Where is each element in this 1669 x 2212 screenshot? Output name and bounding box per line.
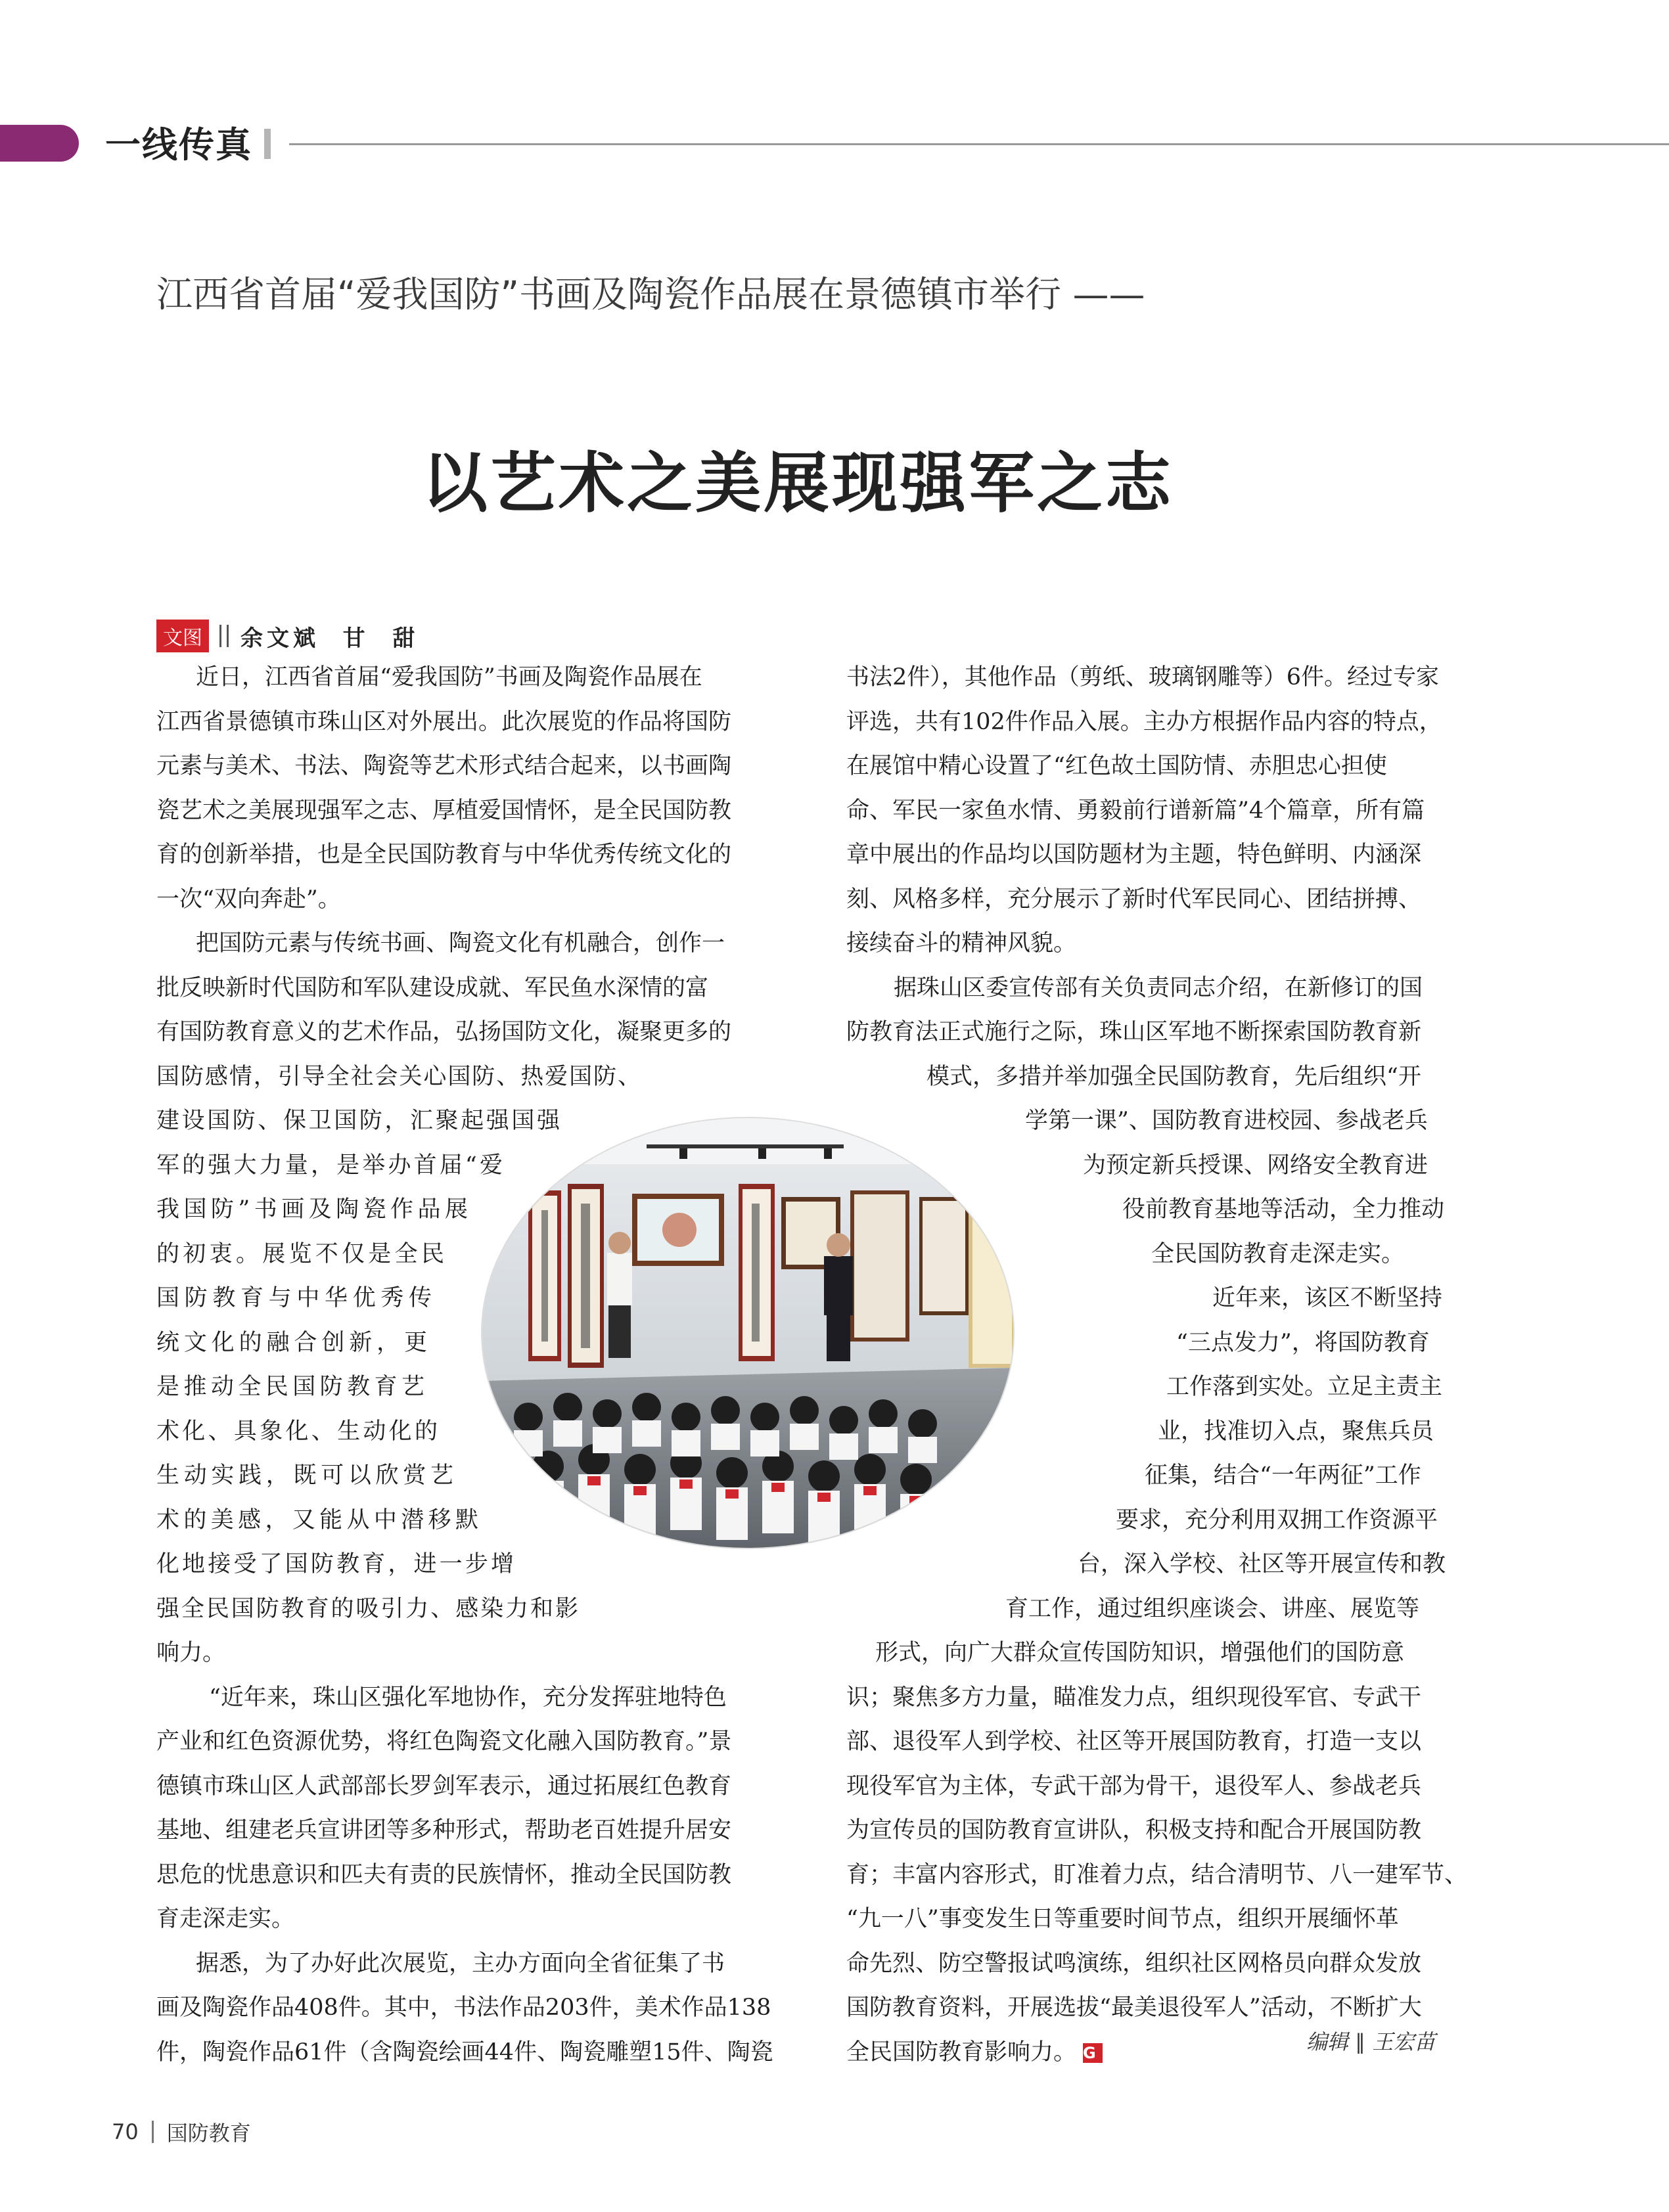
body-text-line: 命、军民一家鱼水情、勇毅前行谱新篇”4个篇章，所有篇 [846, 797, 1425, 824]
body-text-line: 批反映新时代国防和军队建设成就、军民鱼水深情的富 [156, 974, 709, 1001]
body-text-line: 据悉，为了办好此次展览，主办方面向全省征集了书 [196, 1950, 725, 1977]
body-text-line: 全民国防教育走深走实。 [1151, 1240, 1405, 1267]
body-text-line: 响力。 [156, 1640, 226, 1666]
body-text-line: 学第一课”、国防教育进校园、参战老兵 [1025, 1108, 1428, 1134]
body-text-line: 模式，多措并举加强全民国防教育，先后组织“开 [926, 1063, 1421, 1090]
section-tab-marker [0, 125, 79, 162]
body-text-line: 化地接受了国防教育，进一步增 [156, 1551, 514, 1577]
header-rule [289, 143, 1669, 145]
editor-credit: 编辑 ∥ 王宏苗 [1306, 2029, 1436, 2054]
body-text-line: 一次“双向奔赴”。 [156, 886, 341, 913]
article-title: 以艺术之美展现强军之志 [422, 445, 1174, 522]
section-divider-bar [264, 129, 271, 159]
body-text-line: 思危的忧患意识和匹夫有责的民族情怀，推动全民国防教 [156, 1861, 732, 1888]
body-text-line: 元素与美术、书法、陶瓷等艺术形式结合起来，以书画陶 [156, 753, 732, 779]
body-text-line: 为宣传员的国防教育宣讲队，积极支持和配合开展国防教 [846, 1817, 1422, 1843]
body-text-line: 建设国防、保卫国防，汇聚起强国强 [156, 1108, 560, 1134]
footer-divider [152, 2121, 154, 2143]
body-text-line: 有国防教育意义的艺术作品，弘扬国防文化，凝聚更多的 [156, 1019, 732, 1045]
body-text-line: 国防教育与中华优秀传 [156, 1285, 432, 1311]
body-text-line: 件，陶瓷作品61件（含陶瓷绘画44件、陶瓷雕塑15件、陶瓷 [156, 2039, 773, 2065]
body-text-line: 书法2件），其他作品（剪纸、玻璃钢雕等）6件。经过专家 [846, 664, 1440, 690]
body-text-line: 识；聚焦多方力量，瞄准发力点，组织现役军官、专武干 [846, 1684, 1422, 1711]
body-text-line: 术化、具象化、生动化的 [156, 1418, 438, 1445]
body-text-line: 部、退役军人到学校、社区等开展国防教育，打造一支以 [846, 1728, 1422, 1755]
body-text-line: 是推动全民国防教育艺 [156, 1374, 424, 1400]
body-text-line: 近日，江西省首届“爱我国防”书画及陶瓷作品展在 [196, 664, 702, 690]
body-text-line: 评选，共有102件作品入展。主办方根据作品内容的特点， [846, 708, 1442, 735]
body-text-line: 育走深走实。 [156, 1906, 295, 1932]
body-text-line: 形式，向广大群众宣传国防知识，增强他们的国防意 [875, 1640, 1405, 1666]
body-text-line: 接续奋斗的精神风貌。 [846, 930, 1077, 957]
body-text-line: 工作落到实处。立足主责主 [1166, 1374, 1443, 1400]
body-text-line: 台，深入学校、社区等开展宣传和教 [1078, 1551, 1446, 1577]
section-title: 一线传真 [105, 124, 252, 166]
exhibition-photo-illustration [482, 1118, 1013, 1548]
body-text-line: 育的创新举措，也是全民国防教育与中华优秀传统文化的 [156, 842, 732, 868]
magazine-name: 国防教育 [166, 2121, 251, 2146]
body-text-line: 为预定新兵授课、网络安全教育进 [1083, 1152, 1429, 1179]
body-text-line: 在展馆中精心设置了“红色故土国防情、赤胆忠心担使 [846, 753, 1387, 779]
body-text-line: 国防感情，引导全社会关心国防、热爱国防、 [156, 1063, 641, 1090]
body-text-line: 产业和红色资源优势，将红色陶瓷文化融入国防教育。”景 [156, 1728, 732, 1755]
article-subtitle: 江西省首届“爱我国防”书画及陶瓷作品展在景德镇市举行 —— [156, 273, 1145, 315]
body-text-line: 生动实践，既可以欣赏艺 [156, 1462, 453, 1489]
body-text-line: 现役军官为主体，专武干部为骨干，退役军人、参战老兵 [846, 1772, 1422, 1799]
body-text-line: 近年来，该区不断坚持 [1212, 1285, 1443, 1311]
body-text-line: 画及陶瓷作品408件。其中，书法作品203件，美术作品138 [156, 1995, 771, 2021]
body-text-line: 基地、组建老兵宣讲团等多种形式，帮助老百姓提升居安 [156, 1817, 732, 1843]
body-text-line: 江西省景德镇市珠山区对外展出。此次展览的作品将国防 [156, 708, 732, 735]
body-text-line: 瓷艺术之美展现强军之志、厚植爱国情怀，是全民国防教 [156, 797, 732, 824]
byline [156, 620, 419, 652]
body-text-line: 把国防元素与传统书画、陶瓷文化有机融合，创作一 [196, 930, 725, 957]
body-text-line: 役前教育基地等活动，全力推动 [1122, 1196, 1445, 1223]
byline-authors: 余文斌 甘 甜 [240, 625, 419, 652]
body-text-line: 统文化的融合创新，更 [156, 1329, 427, 1356]
body-text-line: 章中展出的作品均以国防题材为主题，特色鲜明、内涵深 [846, 842, 1422, 868]
exhibition-photo [481, 1117, 1015, 1549]
body-text-line: “近年来，珠山区强化军地协作，充分发挥驻地特色 [209, 1684, 727, 1711]
byline-tag: 文图 [156, 620, 209, 652]
body-text-line: 防教育法正式施行之际，珠山区军地不断探索国防教育新 [846, 1019, 1422, 1045]
body-text-line: 术的美感，又能从中潜移默 [156, 1506, 478, 1533]
body-text-line: 国防教育资料，开展选拔“最美退役军人”活动，不断扩大 [846, 1995, 1422, 2021]
body-text-line: 据珠山区委宣传部有关负责同志介绍，在新修订的国 [894, 974, 1423, 1001]
page-number: 70 [112, 2119, 139, 2144]
body-text-line: 征集，结合“一年两征”工作 [1145, 1462, 1421, 1489]
byline-separator [219, 625, 229, 647]
body-text-line: 的初衷。展览不仅是全民 [156, 1240, 444, 1267]
body-text-line: 全民国防教育影响力。 G [846, 2037, 1103, 2068]
body-text-line: “三点发力”，将国防教育 [1176, 1329, 1430, 1356]
body-text-line: 命先烈、防空警报试鸣演练，组织社区网格员向群众发放 [846, 1950, 1422, 1977]
body-text-line: 要求，充分利用双拥工作资源平 [1116, 1506, 1438, 1533]
body-text-line: 育；丰富内容形式，盯准着力点，结合清明节、八一建军节、 [846, 1861, 1468, 1888]
body-text-line: 业，找准切入点，聚焦兵员 [1158, 1418, 1434, 1445]
body-text-line: 德镇市珠山区人武部部长罗剑军表示，通过拓展红色教育 [156, 1772, 732, 1799]
body-text-line: “九一八”事变发生日等重要时间节点，组织开展缅怀革 [846, 1906, 1399, 1932]
page-footer [112, 2117, 251, 2147]
article-end-mark: G [1083, 2043, 1103, 2063]
body-text-line: 我国防”书画及陶瓷作品展 [156, 1196, 468, 1223]
body-text-line: 育工作，通过组织座谈会、讲座、展览等 [1005, 1595, 1420, 1622]
body-text-line: 军的强大力量，是举办首届“爱 [156, 1152, 503, 1179]
body-text-line: 强全民国防教育的吸引力、感染力和影 [156, 1595, 578, 1622]
body-text-line: 刻、风格多样，充分展示了新时代军民同心、团结拼搏、 [846, 886, 1422, 913]
